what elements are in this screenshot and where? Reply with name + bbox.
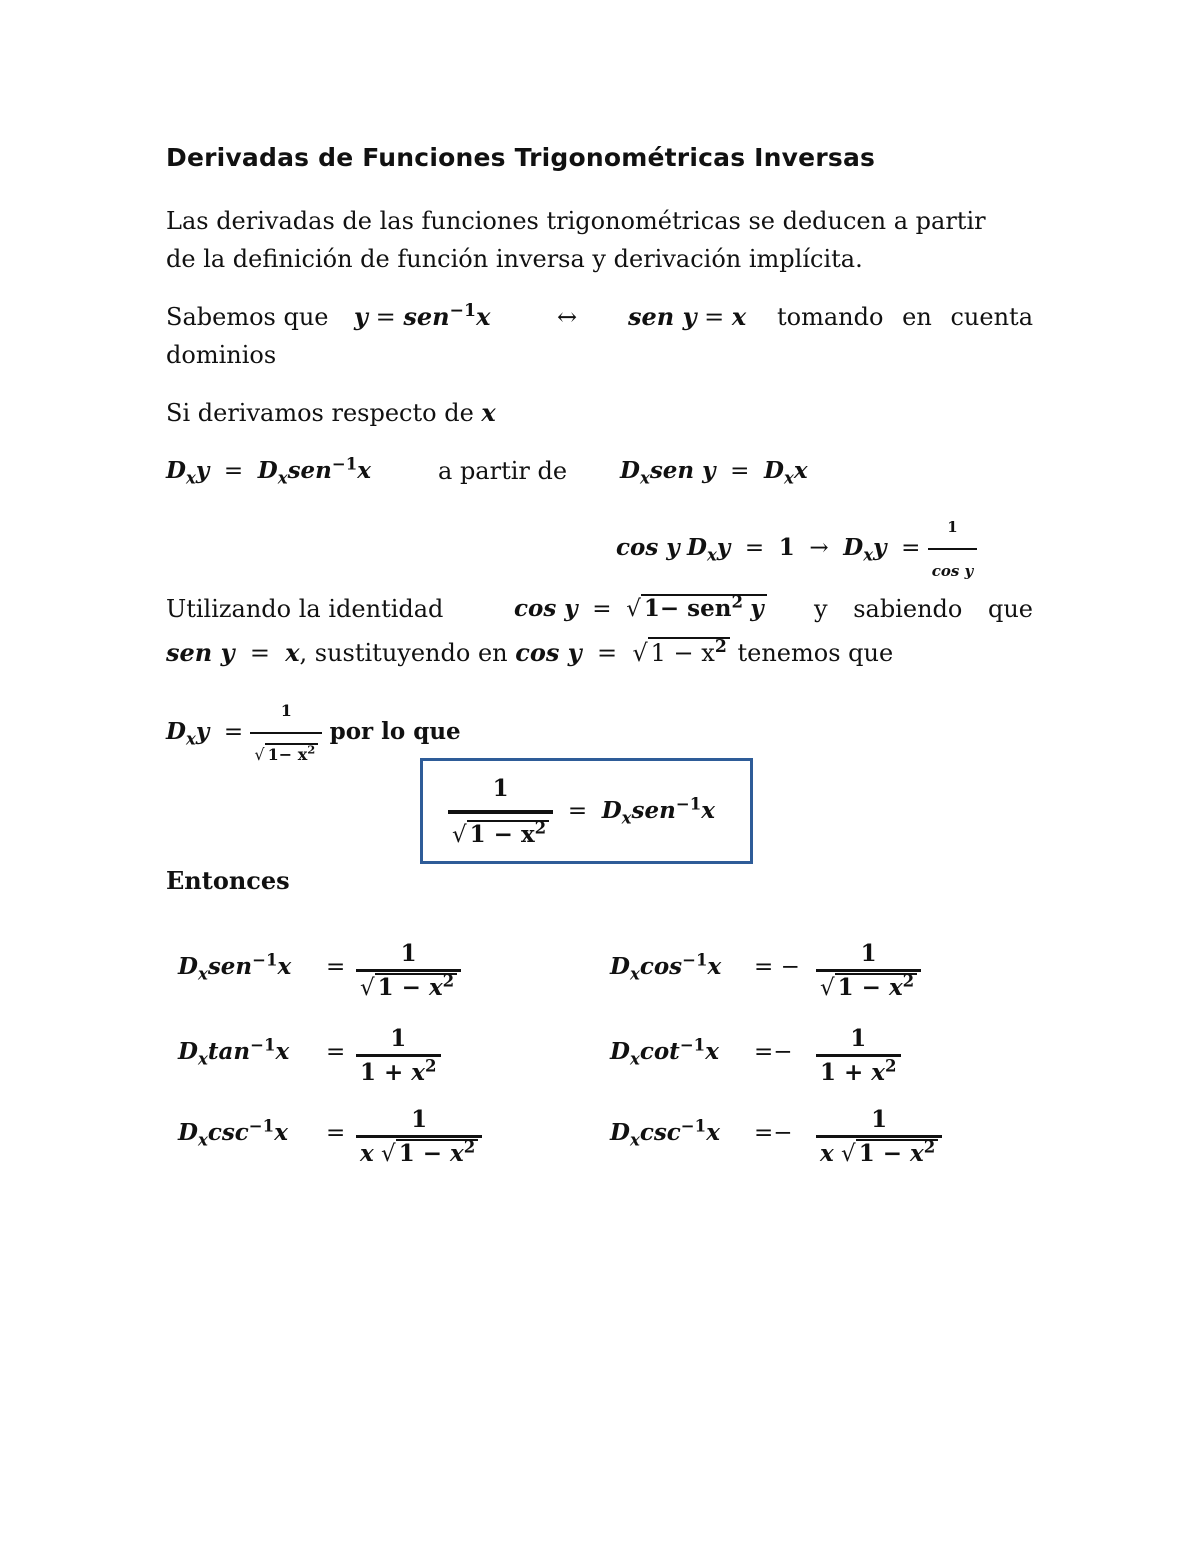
formula-sign: =− — [754, 1120, 793, 1146]
result-fraction: $\frac{1}{√ 1- x^2}$ — [250, 692, 322, 774]
si-derivamos: Si derivamos respecto de x — [166, 398, 496, 427]
equivalence-arrow: ↔ — [557, 303, 578, 331]
sabemos-lead: Sabemos que — [166, 303, 329, 331]
formula-fraction: $\frac{1}{1 + x^2}$ — [356, 1025, 441, 1086]
formula-lhs-sen: $D_xsen^{-1}x$ — [178, 949, 292, 984]
formula-lhs-csc: $D_x\csc^{-1}x$ — [610, 1115, 720, 1150]
formula-lhs-tan: $D_x\tan^{-1}x$ — [178, 1034, 290, 1069]
sabemos-eq2: sen y = x — [628, 302, 747, 331]
identity-line-2: sen y = x, sustituyendo en cos y = √ $1 - x^2$ tenemos que — [166, 637, 894, 667]
formula-fraction: $\frac{1}{√ 1 - x^2}$ — [356, 940, 461, 1001]
sabemos-eq1: y = sen$^{-1}$x — [354, 301, 491, 331]
intro-line-2: de la definición de función inversa y derivación implícita. — [166, 245, 863, 273]
formula-fraction: $\frac{1}{x √ 1 - x^2}$ — [816, 1106, 942, 1167]
identity-lead: Utilizando la identidad — [166, 595, 444, 623]
entonces-heading: Entonces — [166, 866, 290, 895]
formula-fraction: $\frac{1}{√ 1 - x^2}$ — [816, 940, 921, 1001]
page-title: Derivadas de Funciones Trigonométricas Inversas — [166, 143, 876, 172]
intro-line-1: Las derivadas de las funciones trigonométricas se deducen a partir — [166, 207, 986, 235]
sabemos-tail: tomando en cuenta — [777, 303, 1033, 331]
formula-lhs-csc: $D_x\csc^{-1}x$ — [178, 1115, 288, 1150]
formula-sign: = — [326, 954, 346, 980]
identity-mid: y sabiendo que — [814, 595, 1033, 623]
formula-fraction: $\frac{1}{x √ 1 - x^2}$ — [356, 1106, 482, 1167]
step2-fraction: $\frac{1}{\text{cos y}}$ — [928, 508, 978, 590]
step1-lhs: $D_xy = D_xsen^{-1}x$ — [166, 453, 371, 488]
formula-lhs-cot: $D_x\cot^{-1}x$ — [610, 1034, 719, 1069]
step2-equation: cos y $D_xy = 1 \to D_xy$ = $\frac{1}{\text{cos y}}$ — [616, 508, 977, 590]
sabemos-line-2: dominios — [166, 341, 277, 369]
formula-sign: = − — [754, 954, 800, 980]
formula-sign: = — [326, 1039, 346, 1065]
boxed-equation: $\frac{1}{√ 1 - x^2}$ = $D_xsen^{-1}x$ — [448, 770, 715, 854]
result-equation: $D_xy$ = $\frac{1}{√ 1- x^2}$ por lo que — [166, 692, 461, 774]
formula-fraction: $\frac{1}{1 + x^2}$ — [816, 1025, 901, 1086]
formula-lhs-cos: $D_x\cos^{-1}x$ — [610, 949, 722, 984]
step1-middle: a partir de — [438, 457, 568, 485]
step1-rhs: $D_xsen$ $y = D_xx$ — [620, 457, 808, 488]
identity-equation: cos y = √ 1− sen$^2$ y — [514, 590, 767, 628]
formula-sign: = — [326, 1120, 346, 1146]
boxed-fraction: $\frac{1}{√ 1 - x^2}$ — [448, 770, 553, 854]
formula-sign: =− — [754, 1039, 793, 1065]
